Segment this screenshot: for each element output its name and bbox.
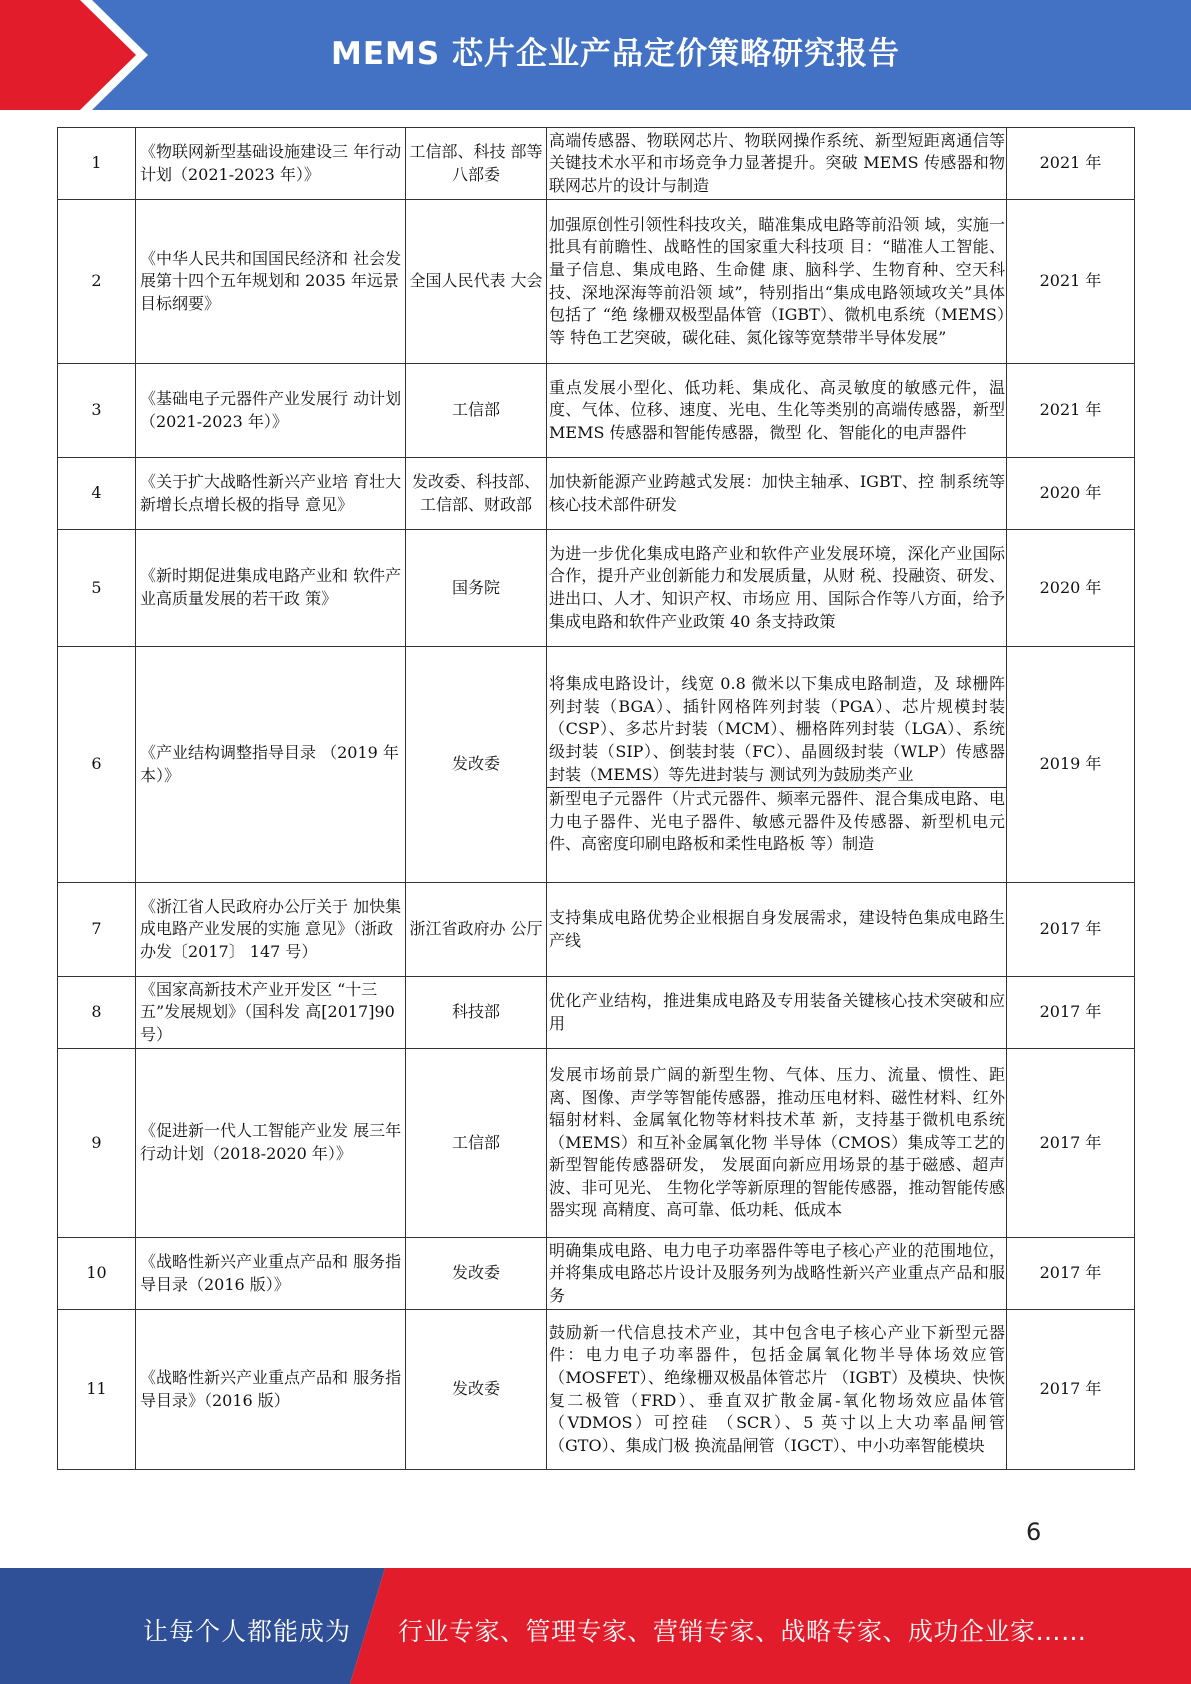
row-number-cell: 3 <box>58 364 136 458</box>
policy-content-paragraph: 鼓励新一代信息技术产业，其中包含电子核心产业下新型元器件：电力电子功率器件，包括金属氧化物半导体场效应管（MOSFET）、绝缘栅双极晶体管芯片 （IGBT）及模块、快恢复二极管（FRD）、垂直双扩散金属-氧化物场效应晶体管（VDMOS）可控硅 （SCR）、5 英寸以上大功率晶闸管（GTO）、集成门极 换流晶闸管（IGCT）、中小功率智能模块 <box>549 1322 1005 1455</box>
policy-name-cell: 《关于扩大战略性新兴产业培 育壮大新增长点增长极的指导 意见》 <box>136 458 406 530</box>
policy-content-cell <box>547 1238 1007 1310</box>
department-cell: 工信部、科技 部等八部委 <box>406 128 547 200</box>
policy-name-cell: 《浙江省人民政府办公厅关于 加快集成电路产业发展的实施 意见》（浙政办发〔2017〕 147 号） <box>136 883 406 977</box>
policy-name-cell: 《国家高新技术产业开发区 “十三五”发展规划》（国科发 高[2017]90 号） <box>136 977 406 1049</box>
policy-content-cell <box>547 1310 1007 1470</box>
policy-content-cell <box>547 647 1007 883</box>
policy-content-paragraph: 加强原创性引领性科技攻关，瞄准集成电路等前沿领 域，实施一批具有前瞻性、战略性的国家重大科技项 目：“瞄准人工智能、量子信息、集成电路、生命健 康、脑科学、生物育种、空天科技、深地深海等前沿领 域”，特别指出“集成电路领域攻关”具体包括了 “绝 缘栅双极型晶体管（IGBT）、微机电系统（MEMS）等 特色工艺突破，碳化硅、氮化镓等宽禁带半导体发展” <box>549 214 1005 347</box>
policy-content-paragraph: 加快新能源产业跨越式发展：加快主轴承、IGBT、控 制系统等核心技术部件研发 <box>549 471 1005 514</box>
row-number-cell: 2 <box>58 200 136 364</box>
row-number-cell: 11 <box>58 1310 136 1470</box>
year-cell: 2017 年 <box>1007 977 1135 1049</box>
year-cell: 2017 年 <box>1007 1310 1135 1470</box>
policy-content-paragraph: 明确集成电路、电力电子功率器件等电子核心产业的范围地位，并将集成电路芯片设计及服务列为战略性新兴产业重点产品和服务 <box>549 1240 1005 1305</box>
policy-name-cell: 《中华人民共和国国民经济和 社会发展第十四个五年规划和 2035 年远景目标纲要》 <box>136 200 406 364</box>
department-cell: 工信部 <box>406 1049 547 1238</box>
year-cell: 2017 年 <box>1007 1238 1135 1310</box>
row-number-cell: 6 <box>58 647 136 883</box>
year-cell: 2021 年 <box>1007 364 1135 458</box>
policy-content-cell <box>547 128 1007 200</box>
policy-content-cell <box>547 530 1007 647</box>
table-row <box>58 530 1135 647</box>
policy-content-paragraph: 为进一步优化集成电路产业和软件产业发展环境，深化产业国际合作，提升产业创新能力和发展质量，从财 税、投融资、研发、进出口、人才、知识产权、市场应 用、国际合作等八方面，给予集成电路和软件产业政策 40 条支持政策 <box>549 543 1005 631</box>
row-number-cell: 5 <box>58 530 136 647</box>
policy-name-cell: 《战略性新兴产业重点产品和 服务指导目录》（2016 版） <box>136 1310 406 1470</box>
policy-name-cell: 《新时期促进集成电路产业和 软件产业高质量发展的若干政 策》 <box>136 530 406 647</box>
table-row <box>58 977 1135 1049</box>
policy-content-paragraph: 发展市场前景广阔的新型生物、气体、压力、流量、惯性、距离、图像、声学等智能传感器，推动压电材料、磁性材料、红外辐射材料、金属氧化物等材料技术革 新，支持基于微机电系统（MEMS）和互补金属氧化物 半导体（CMOS）集成等工艺的新型智能传感器研发， 发展面向新应用场景的基于磁感、超声波、非可见光、 生物化学等新原理的智能传感器，推动智能传感器实现 高精度、高可靠、低功耗、低成本 <box>549 1064 1005 1220</box>
department-cell: 浙江省政府办 公厅 <box>406 883 547 977</box>
policy-content-paragraph: 优化产业结构，推进集成电路及专用装备关键核心技术突破和应用 <box>549 990 1005 1033</box>
table-row <box>58 1238 1135 1310</box>
year-cell: 2017 年 <box>1007 1049 1135 1238</box>
policy-name-cell: 《物联网新型基础设施建设三 年行动计划（2021-2023 年）》 <box>136 128 406 200</box>
table-row <box>58 883 1135 977</box>
policy-content-cell <box>547 977 1007 1049</box>
department-cell: 工信部 <box>406 364 547 458</box>
policy-content-paragraph: 将集成电路设计，线宽 0.8 微米以下集成电路制造，及 球栅阵列封装（BGA）、插针网格阵列封装（PGA）、芯片规模封装（CSP）、多芯片封装（MCM）、栅格阵列封装（LGA）、系统级封装（SIP）、倒装封装（FC）、晶圆级封装（WLP）传感器封装（MEMS）等先进封装与 测试列为鼓励类产业 <box>547 673 1006 788</box>
department-cell: 科技部 <box>406 977 547 1049</box>
policy-name-cell: 《促进新一代人工智能产业发 展三年行动计划（2018-2020 年）》 <box>136 1049 406 1238</box>
year-cell: 2020 年 <box>1007 458 1135 530</box>
year-cell: 2019 年 <box>1007 647 1135 883</box>
policy-table <box>57 127 1135 1470</box>
footer-slogan-left: 让每个人都能成为 <box>143 1617 352 1646</box>
year-cell: 2021 年 <box>1007 128 1135 200</box>
department-cell: 国务院 <box>406 530 547 647</box>
policy-content-paragraph: 新型电子元器件（片式元器件、频率元器件、混合集成电路、电力电子器件、光电子器件、敏感元器件及传感器、新型机电元件、高密度印刷电路板和柔性电路板 等）制造 <box>549 789 1005 854</box>
department-cell: 发改委 <box>406 1238 547 1310</box>
policy-content-paragraph: 支持集成电路优势企业根据自身发展需求，建设特色集成电路生产线 <box>549 907 1005 950</box>
policy-content-cell <box>547 200 1007 364</box>
policy-content-paragraph: 高端传感器、物联网芯片、物联网操作系统、新型短距离通信等关键技术水平和市场竞争力显著提升。突破 MEMS 传感器和物联网芯片的设计与制造 <box>549 130 1005 195</box>
policy-name-cell: 《基础电子元器件产业发展行 动计划（2021-2023 年）》 <box>136 364 406 458</box>
row-number-cell: 4 <box>58 458 136 530</box>
row-number-cell: 10 <box>58 1238 136 1310</box>
report-title: MEMS 芯片企业产品定价策略研究报告 <box>331 36 900 72</box>
table-row <box>58 128 1135 200</box>
policy-content-cell <box>547 364 1007 458</box>
row-number-cell: 9 <box>58 1049 136 1238</box>
table-row <box>58 364 1135 458</box>
year-cell: 2021 年 <box>1007 200 1135 364</box>
row-number-cell: 8 <box>58 977 136 1049</box>
row-number-cell: 7 <box>58 883 136 977</box>
table-row <box>58 1310 1135 1470</box>
department-cell: 发改委 <box>406 1310 547 1470</box>
table-row <box>58 200 1135 364</box>
row-number-cell: 1 <box>58 128 136 200</box>
policy-name-cell: 《战略性新兴产业重点产品和 服务指导目录（2016 版）》 <box>136 1238 406 1310</box>
year-cell: 2020 年 <box>1007 530 1135 647</box>
page-number: 6 <box>1026 1518 1042 1546</box>
policy-name-cell: 《产业结构调整指导目录 （2019 年本）》 <box>136 647 406 883</box>
table-row <box>58 647 1135 883</box>
table-row <box>58 1049 1135 1238</box>
department-cell: 发改委 <box>406 647 547 883</box>
policy-content-cell <box>547 1049 1007 1238</box>
department-cell: 全国人民代表 大会 <box>406 200 547 364</box>
policy-content-cell <box>547 883 1007 977</box>
policy-content-cell <box>547 458 1007 530</box>
department-cell: 发改委、科技部、工信部、财政部 <box>406 458 547 530</box>
footer-slogan-right: 行业专家、管理专家、营销专家、战略专家、成功企业家…… <box>398 1617 1087 1646</box>
year-cell: 2017 年 <box>1007 883 1135 977</box>
header-bar <box>0 0 1191 110</box>
policy-content-paragraph: 重点发展小型化、低功耗、集成化、高灵敏度的敏感元件，温度、气体、位移、速度、光电、生化等类别的高端传感器，新型 MEMS 传感器和智能传感器，微型 化、智能化的电声器件 <box>549 377 1005 442</box>
table-row <box>58 458 1135 530</box>
